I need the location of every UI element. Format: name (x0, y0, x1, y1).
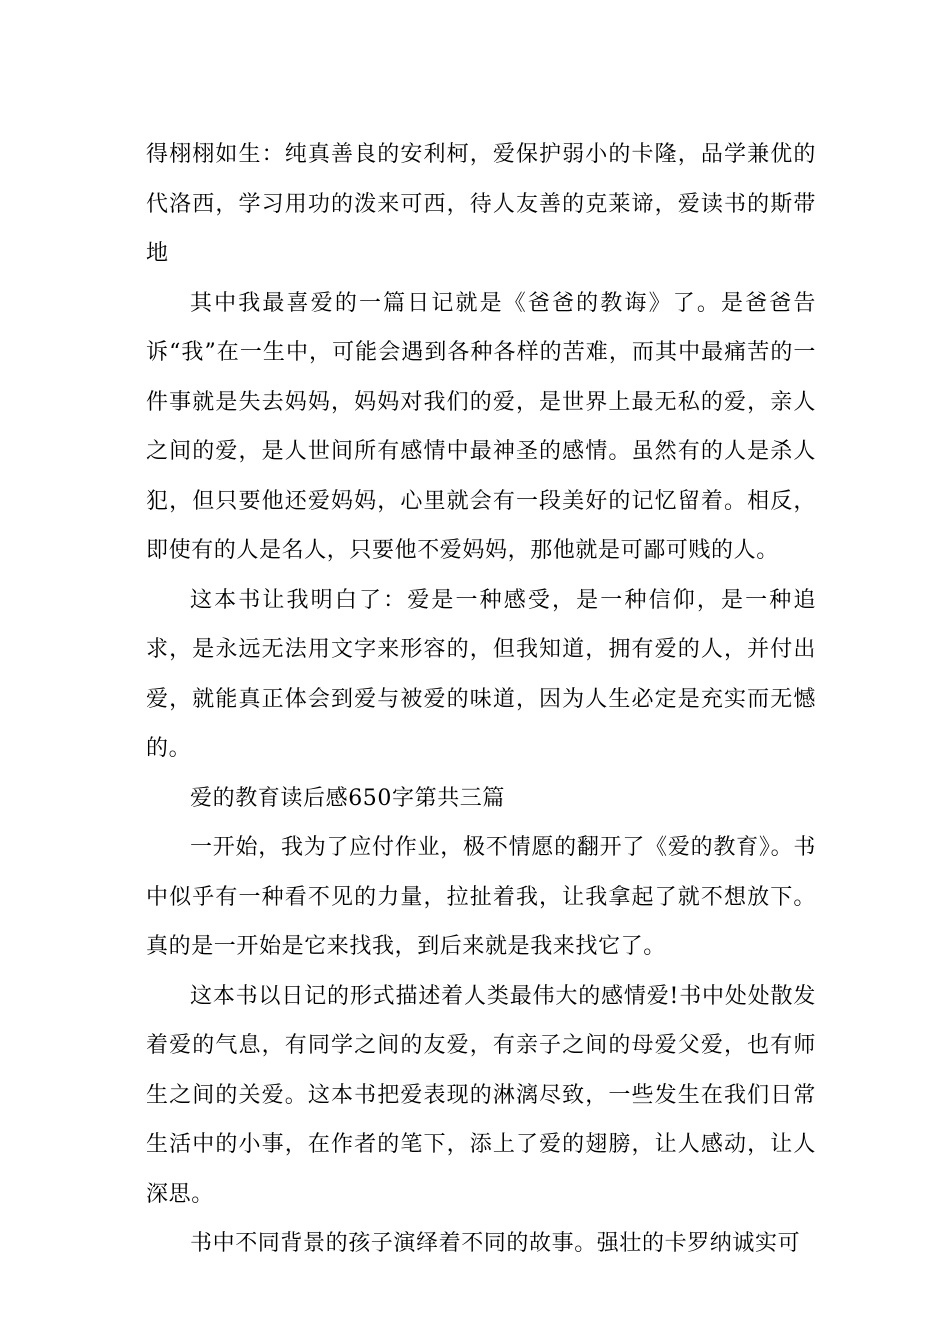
paragraph-continuation: 得栩栩如生：纯真善良的安利柯，爱保护弱小的卡隆，品学兼优的代洛西，学习用功的泼来可西，待人友善的克莱谛，爱读书的斯带地 (146, 142, 816, 266)
paragraph-different-children: 书中不同背景的孩子演绎着不同的故事。强壮的卡罗纳诚实可 (190, 1231, 801, 1256)
document-body (146, 130, 816, 1269)
paragraph-fathers-teaching: 其中我最喜爱的一篇日记就是《爸爸的教诲》了。是爸爸告诉“我”在一生中，可能会遇到各种各样的苦难，而其中最痛苦的一件事就是失去妈妈，妈妈对我们的爱，是世界上最无私的爱，亲人之间的爱，是人世间所有感情中最神圣的感情。虽然有的人是杀人犯，但只要他还爱妈妈，心里就会有一段美好的记忆留着。相反，即使有的人是名人，只要他不爱妈妈，那他就是可鄙可贱的人。 (146, 290, 816, 563)
paragraph-diary-form: 这本书以日记的形式描述着人类最伟大的感情爱!书中处处散发着爱的气息，有同学之间的友爱，有亲子之间的母爱父爱，也有师生之间的关爱。这本书把爱表现的淋漓尽致，一些发生在我们日常生活中的小事，在作者的笔下，添上了爱的翅膀，让人感动，让人深思。 (146, 983, 816, 1207)
paragraph-meaning-of-love: 这本书让我明白了：爱是一种感受，是一种信仰，是一种追求，是永远无法用文字来形容的，但我知道，拥有爱的人，并付出爱，就能真正体会到爱与被爱的味道，因为人生必定是充实而无憾的。 (146, 587, 816, 761)
paragraph-first-impression: 一开始，我为了应付作业，极不情愿的翻开了《爱的教育》。书中似乎有一种看不见的力量，拉扯着我，让我拿起了就不想放下。真的是一开始是它来找我，到后来就是我来找它了。 (146, 835, 816, 959)
section-heading: 爱的教育读后感650字第共三篇 (190, 785, 505, 811)
